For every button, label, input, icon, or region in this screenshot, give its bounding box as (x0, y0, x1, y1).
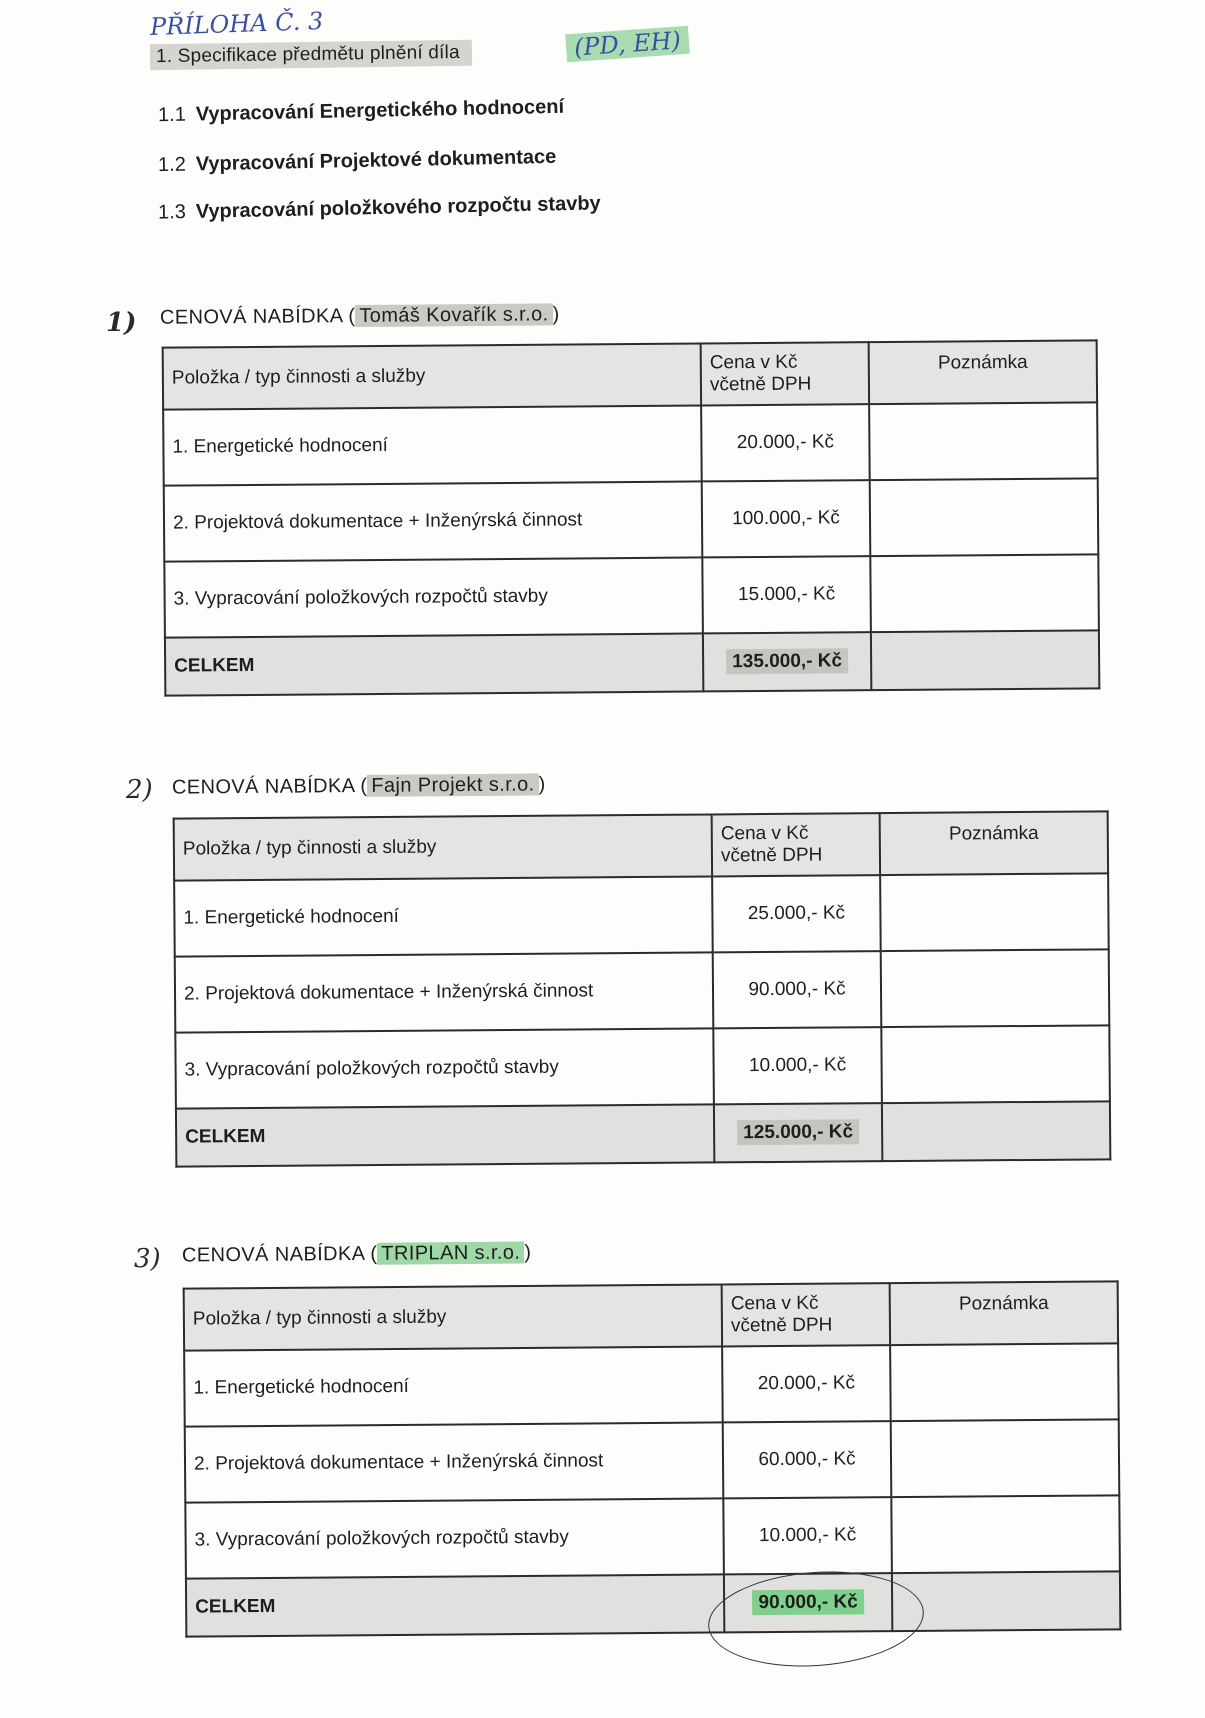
offer-3-heading: CENOVÁ NABÍDKA ( TRIPLAN s.r.o. ) (181, 1241, 532, 1267)
header-note: Poznámka (880, 811, 1108, 875)
offer-heading-text: CENOVÁ NABÍDKA (181, 1242, 365, 1267)
table-header-row (174, 811, 1108, 880)
table-row (174, 873, 1109, 956)
row-item: 3. Vypracování položkových rozpočtů stavby (164, 557, 703, 637)
row-note (869, 402, 1098, 480)
total-note (882, 1101, 1110, 1161)
row-price: 25.000,- Kč (712, 875, 881, 952)
row-item: 1. Energetické hodnocení (163, 405, 702, 485)
offer-2-heading: CENOVÁ NABÍDKA ( Fajn Projekt s.r.o. ) (171, 773, 546, 799)
spec-item-2 (158, 146, 557, 177)
row-price: 20.000,- Kč (722, 1345, 891, 1422)
table-header-row (163, 340, 1097, 409)
row-item: 3. Vypracování položkových rozpočtů stavby (175, 1028, 714, 1108)
header-note: Poznámka (890, 1281, 1118, 1345)
spec-item-text: Vypracování položkového rozpočtu stavby (195, 192, 601, 223)
row-item: 1. Energetické hodnocení (174, 876, 713, 956)
row-price: 100.000,- Kč (702, 480, 871, 557)
table-header-row (184, 1281, 1118, 1350)
annotation-priloha: PŘÍLOHA Č. 3 (149, 6, 324, 42)
header-item: Položka / typ činnosti a služby (184, 1284, 722, 1350)
offer-company: Tomáš Kovařík s.r.o. (355, 303, 552, 327)
header-price-line2: včetně DPH (730, 1314, 833, 1337)
row-note (881, 1025, 1110, 1103)
total-price (703, 632, 871, 691)
total-price (714, 1103, 882, 1162)
table-total-row (186, 1571, 1120, 1636)
table-total-row (165, 630, 1099, 695)
row-note (870, 554, 1099, 632)
total-price-value: 135.000,- Kč (726, 648, 848, 674)
header-note: Poznámka (869, 340, 1097, 404)
row-item: 3. Vypracování položkových rozpočtů stavby (185, 1498, 724, 1578)
table-row (184, 1343, 1119, 1426)
offer-1-heading: CENOVÁ NABÍDKA ( Tomáš Kovařík s.r.o. ) (159, 303, 560, 329)
row-note (881, 949, 1110, 1027)
total-price-value: 125.000,- Kč (737, 1119, 859, 1145)
spec-item-text: Vypracování Energetického hodnocení (195, 95, 565, 126)
spec-item-number: 1.3 (157, 201, 187, 224)
total-price-value: 90.000,- Kč (752, 1589, 863, 1615)
offer-1-table (162, 339, 1101, 696)
row-price: 10.000,- Kč (723, 1497, 892, 1574)
spec-item-3 (158, 192, 601, 224)
total-note (892, 1571, 1120, 1631)
header-price-line2: včetně DPH (709, 373, 812, 396)
row-note (870, 478, 1099, 556)
row-price: 20.000,- Kč (701, 404, 870, 481)
offer-heading-text: CENOVÁ NABÍDKA (171, 775, 355, 799)
spec-item-text: Vypracování Projektové dokumentace (195, 145, 557, 176)
table-row (164, 478, 1099, 561)
header-price-line1: Cena v Kč (720, 822, 809, 845)
offer-company: Fajn Projekt s.r.o. (367, 773, 538, 796)
row-note (880, 873, 1109, 951)
table-row (164, 554, 1099, 637)
row-note (890, 1343, 1119, 1421)
total-label: CELKEM (165, 633, 703, 695)
table-row (163, 402, 1098, 485)
header-price (712, 813, 880, 876)
header-price (701, 342, 869, 405)
row-item: 1. Energetické hodnocení (184, 1346, 723, 1426)
table-row (185, 1419, 1120, 1502)
row-note (891, 1495, 1120, 1573)
table-row (175, 1025, 1110, 1108)
total-note (871, 630, 1099, 690)
row-item: 2. Projektová dokumentace + Inženýrská činnost (175, 952, 714, 1032)
row-price: 10.000,- Kč (713, 1027, 882, 1104)
header-price (722, 1283, 890, 1346)
row-price: 90.000,- Kč (713, 951, 882, 1028)
row-item: 2. Projektová dokumentace + Inženýrská činnost (164, 481, 703, 561)
annotation-mark-3: 3) (134, 1244, 161, 1274)
total-label: CELKEM (186, 1574, 724, 1636)
row-note (891, 1419, 1120, 1497)
annotation-pd-eh: (PD, EH) (565, 26, 690, 63)
annotation-mark-1: 1) (106, 308, 137, 338)
header-item: Položka / typ činnosti a služby (163, 343, 701, 409)
row-item: 2. Projektová dokumentace + Inženýrská činnost (185, 1422, 724, 1502)
row-price: 60.000,- Kč (723, 1421, 892, 1498)
spec-item-number: 1.1 (157, 103, 187, 127)
total-label: CELKEM (176, 1104, 714, 1166)
header-item: Položka / typ činnosti a služby (174, 814, 712, 880)
header-price-line2: včetně DPH (720, 844, 823, 867)
header-price-line1: Cena v Kč (709, 351, 798, 374)
table-row (175, 949, 1110, 1032)
offer-3-table (183, 1280, 1122, 1637)
row-price: 15.000,- Kč (702, 556, 871, 633)
offer-company: TRIPLAN s.r.o. (377, 1242, 524, 1265)
offer-2-table (173, 810, 1112, 1167)
annotation-mark-2: 2) (126, 775, 153, 805)
spec-item-number: 1.2 (157, 153, 187, 177)
table-row (185, 1495, 1120, 1578)
table-total-row (176, 1101, 1110, 1166)
offer-heading-text: CENOVÁ NABÍDKA (159, 305, 343, 329)
spec-item-1 (158, 96, 564, 127)
spec-title: 1. Specifikace předmětu plnění díla (150, 40, 472, 70)
header-price-line1: Cena v Kč (730, 1292, 819, 1315)
